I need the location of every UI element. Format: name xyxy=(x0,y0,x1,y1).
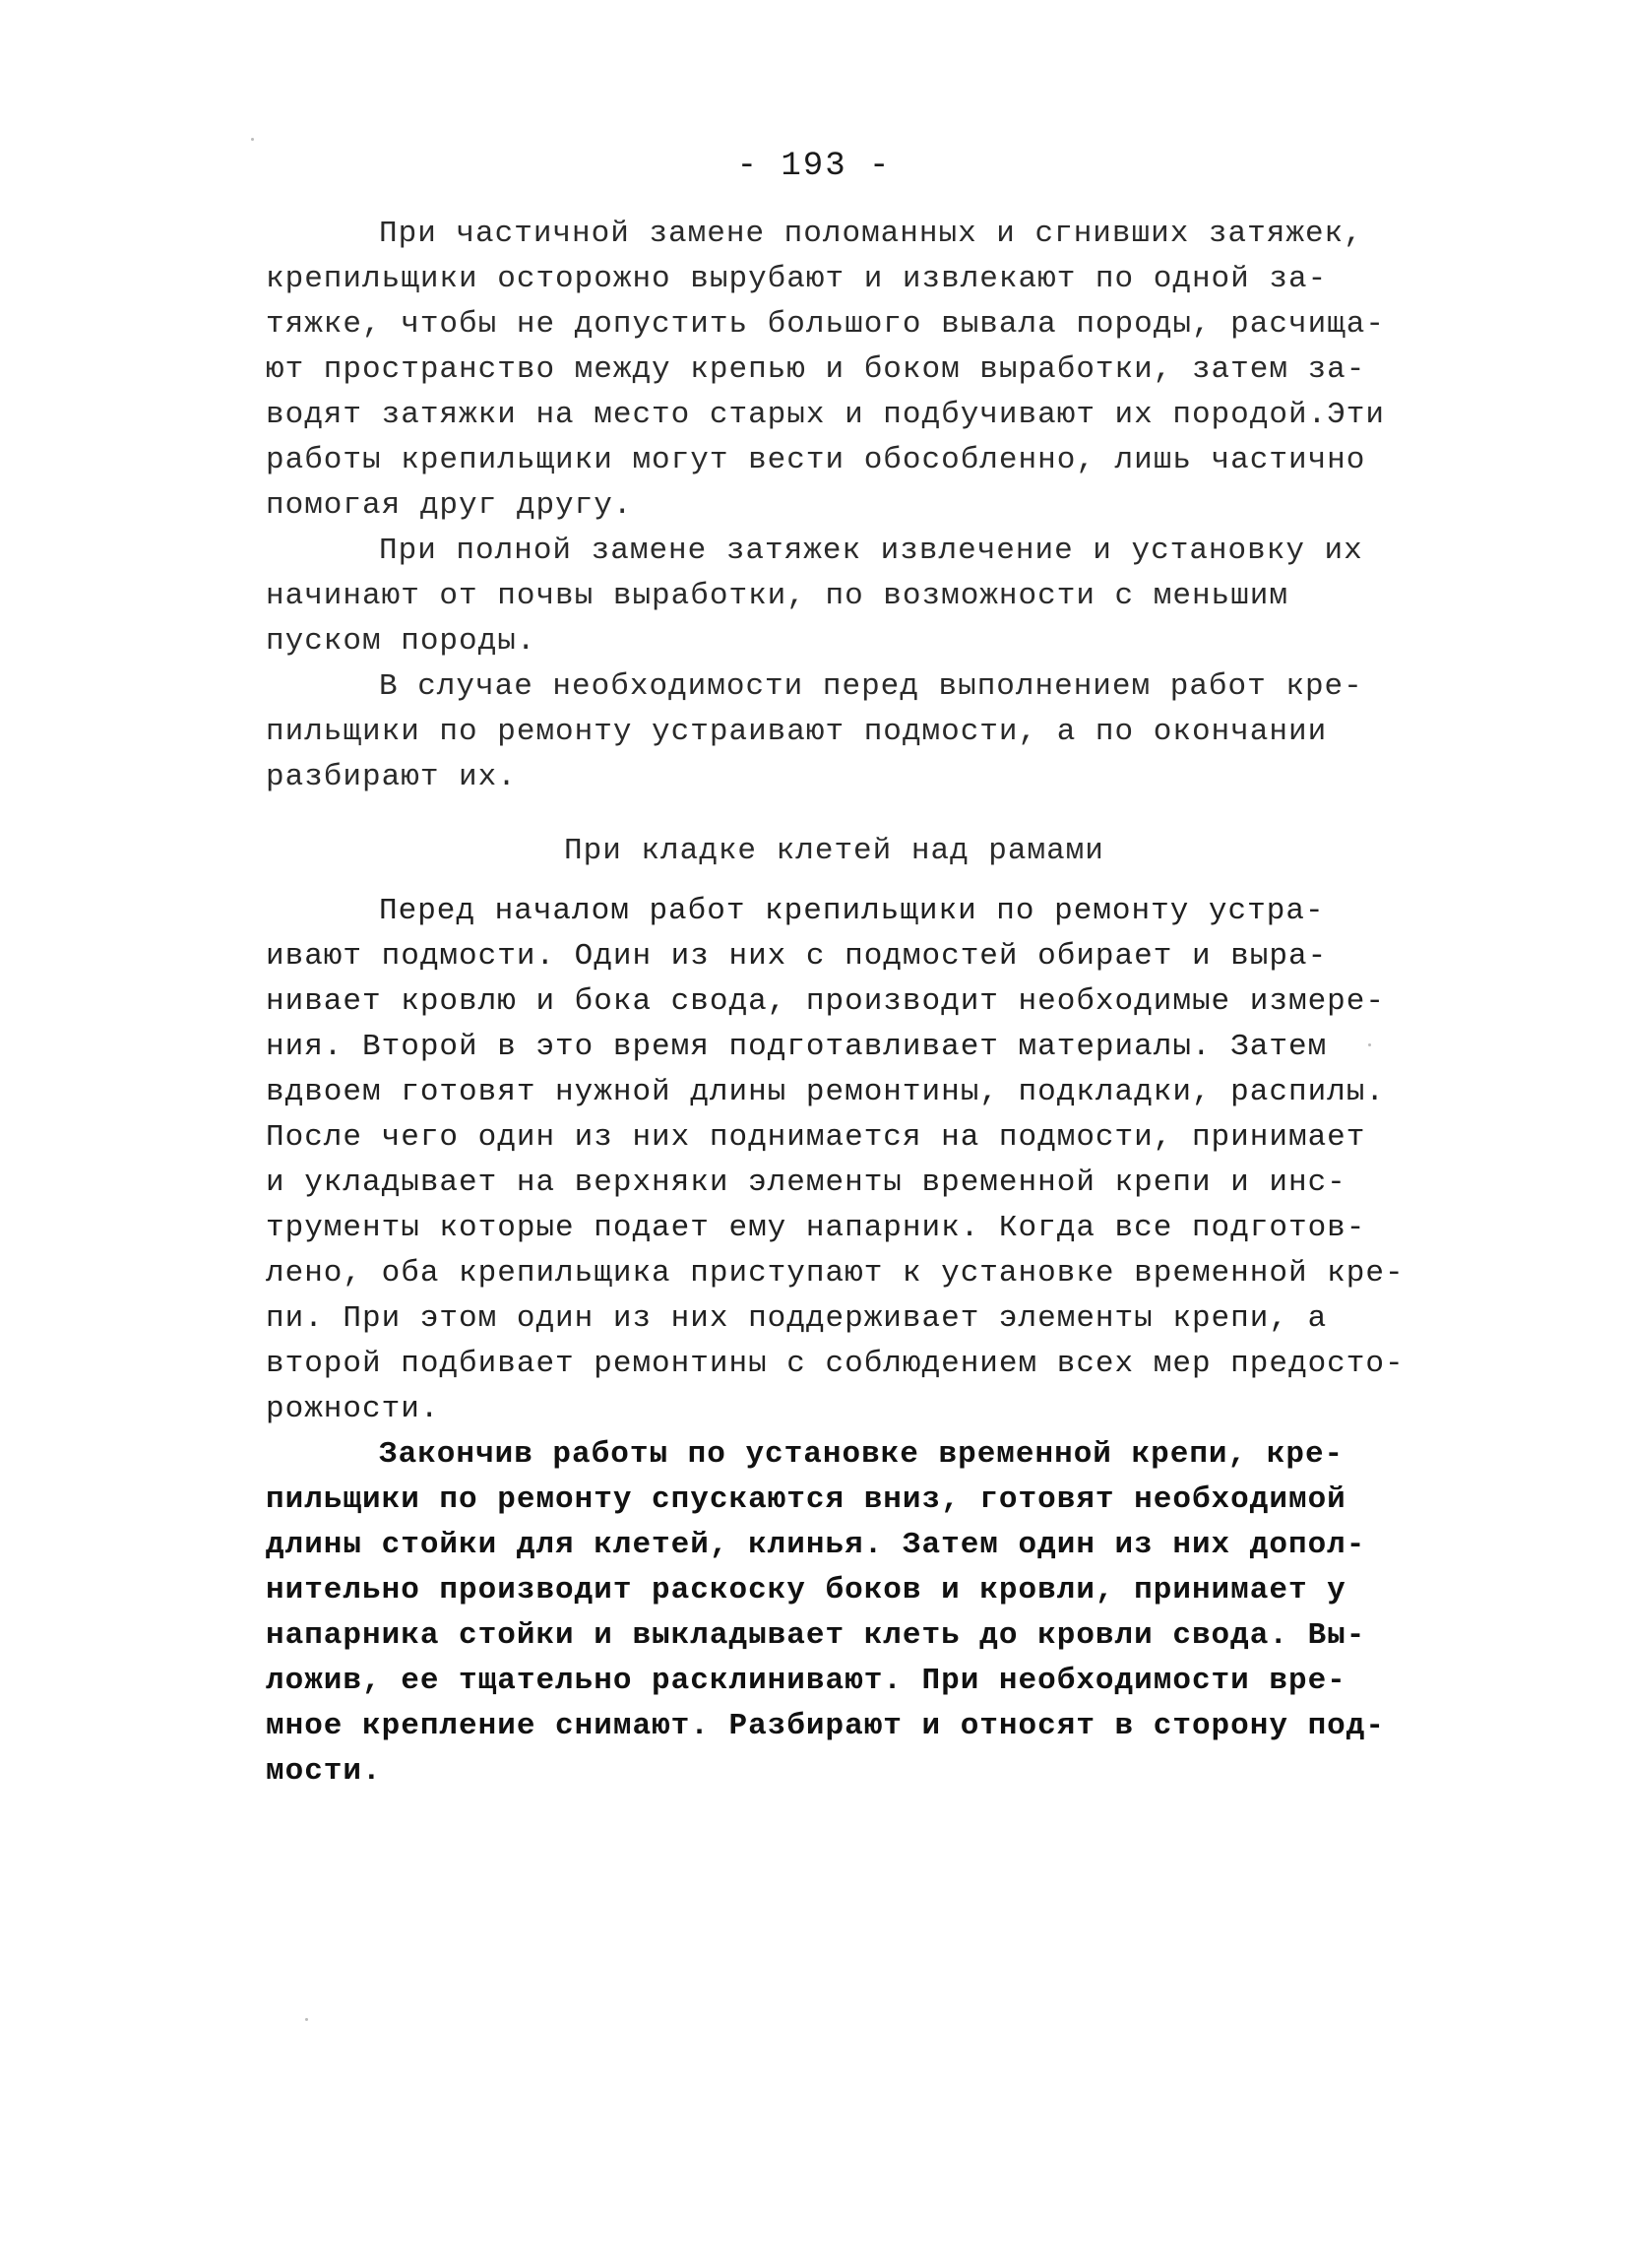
text-line: крепильщики осторожно вырубают и извлекают по одной за- xyxy=(266,262,1328,296)
section-heading: При кладке клетей над рамами xyxy=(564,834,1104,868)
scan-speck xyxy=(305,2018,308,2021)
text-line: Закончив работы по установке временной крепи, кре- xyxy=(379,1437,1345,1472)
text-line: пильщики по ремонту устраивают подмости, а по окончании xyxy=(266,715,1328,749)
text-line: работы крепильщики могут вести обособленно, лишь частично xyxy=(266,443,1366,477)
text-line: ложив, ее тщательно расклинивают. При необходимости вре- xyxy=(266,1664,1346,1698)
scan-speck xyxy=(251,138,254,141)
text-line: трументы которые подает ему напарник. Когда все подготов- xyxy=(266,1211,1366,1245)
text-line: нивает кровлю и бока свода, производит необходимые измере- xyxy=(266,984,1385,1019)
scan-speck xyxy=(1368,1043,1371,1046)
text-line: длины стойки для клетей, клинья. Затем один из них допол- xyxy=(266,1528,1366,1562)
text-line: разбирают их. xyxy=(266,760,517,794)
text-line: вдвоем готовят нужной длины ремонтины, подкладки, распилы. xyxy=(266,1075,1385,1109)
text-line: При полной замене затяжек извлечение и установку их xyxy=(379,534,1363,568)
text-line: напарника стойки и выкладывает клеть до кровли свода. Вы- xyxy=(266,1618,1366,1653)
text-line: второй подбивает ремонтины с соблюдением всех мер предосто- xyxy=(266,1347,1405,1381)
text-line: пуском породы. xyxy=(266,624,536,659)
text-line: тяжке, чтобы не допустить большого вывала породы, расчища- xyxy=(266,307,1385,342)
text-line: рожности. xyxy=(266,1392,440,1426)
text-line: При частичной замене поломанных и сгнивших затяжек, xyxy=(379,217,1363,251)
text-line: Перед началом работ крепильщики по ремонту устра- xyxy=(379,894,1325,928)
text-line: лено, оба крепильщика приступают к установке временной кре- xyxy=(266,1256,1405,1291)
text-line: пи. При этом один из них поддерживает элементы крепи, а xyxy=(266,1301,1328,1336)
text-line: пильщики по ремонту спускаются вниз, готовят необходимой xyxy=(266,1482,1346,1517)
text-line: ивают подмости. Один из них с подмостей обирает и выра- xyxy=(266,939,1328,974)
text-line: водят затяжки на место старых и подбучивают их породой.Эти xyxy=(266,398,1385,432)
text-line: начинают от почвы выработки, по возможности с меньшим xyxy=(266,579,1288,613)
text-line: нительно производит раскоску боков и кровли, принимает у xyxy=(266,1573,1346,1607)
text-line: мное крепление снимают. Разбирают и относят в сторону под- xyxy=(266,1709,1385,1743)
page-number: - 193 - xyxy=(736,148,892,185)
text-line: В случае необходимости перед выполнением работ кре- xyxy=(379,669,1363,704)
text-line: ния. Второй в это время подготавливает материалы. Затем xyxy=(266,1030,1328,1064)
text-line: После чего один из них поднимается на подмости, принимает xyxy=(266,1120,1366,1155)
text-line: и укладывает на верхняки элементы временной крепи и инс- xyxy=(266,1166,1346,1200)
text-line: мости. xyxy=(266,1754,382,1789)
text-line: помогая друг другу. xyxy=(266,488,633,523)
text-line: ют пространство между крепью и боком выработки, затем за- xyxy=(266,352,1366,387)
